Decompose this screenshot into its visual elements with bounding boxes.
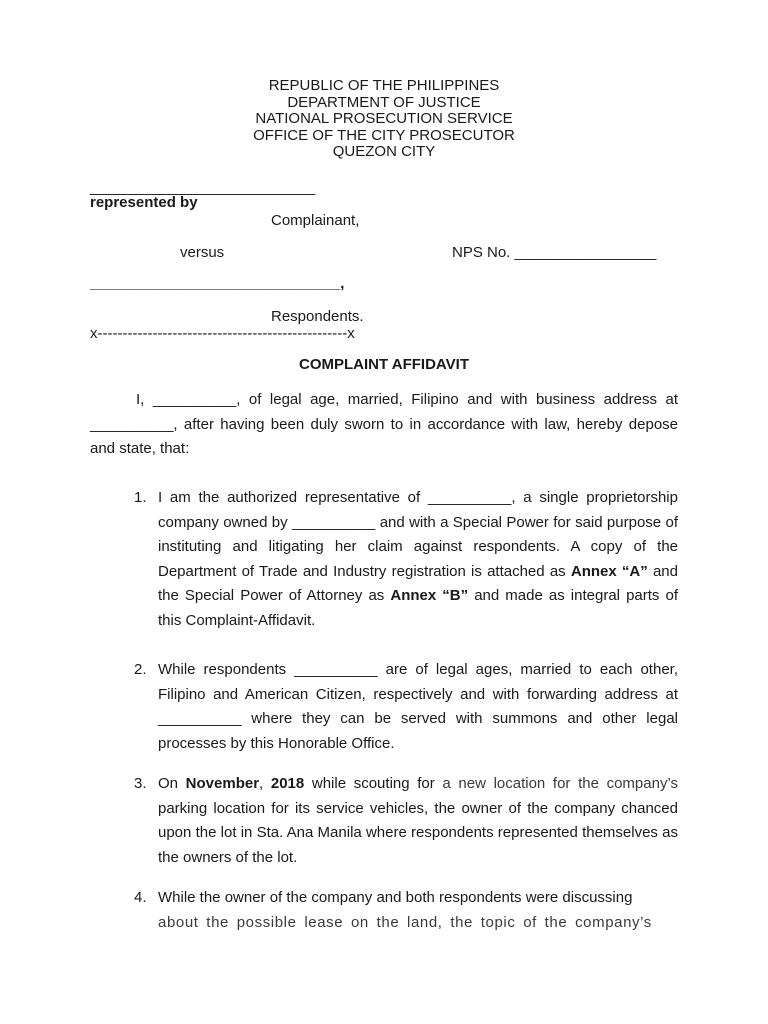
item-number: 3. xyxy=(134,775,147,792)
item-text-part: and the Special Power of Attorney as xyxy=(158,562,678,604)
item-text-part: while scouting for xyxy=(304,775,443,792)
item-text xyxy=(158,486,678,633)
header-city: QUEZON CITY xyxy=(332,143,436,160)
date-month: November xyxy=(185,775,260,792)
header-prosecution-service: NATIONAL PROSECUTION SERVICE xyxy=(255,110,513,127)
item-text-part: , xyxy=(259,775,271,792)
item-number: 1. xyxy=(134,489,147,506)
item-text: While respondents __________ are of legal ages, married to each other, Filipino and American Citizen, respectively and with forwarding address at __________ where they can be served with summons and other legal processes by this Honorable Office. xyxy=(158,661,678,752)
nps-number-field: NPS No. _________________ xyxy=(452,244,657,261)
header-republic: REPUBLIC OF THE PHILIPPINES xyxy=(268,77,500,94)
document-title: COMPLAINT AFFIDAVIT xyxy=(299,356,469,373)
caption-divider: x--------------------------------------------------x xyxy=(90,325,355,342)
intro-paragraph xyxy=(90,388,678,462)
item-text-part: While the owner of the company and both respondents were discussing xyxy=(158,889,633,906)
complainant-name-blank: ___________________________ xyxy=(90,179,316,196)
list-item xyxy=(90,658,678,756)
complainant-label: Complainant, xyxy=(271,212,360,229)
document-header xyxy=(0,78,768,161)
item-text-part: I am the authorized representative of __________, a single proprietorship company owned by __________ and with a Special Power for said purpose of instituting and litigating her claim against respondents. A copy of the Department of Trade and Industry registration is attached as xyxy=(158,489,678,580)
item-text-part: parking location for its service vehicles, the owner of the company chanced upon the lot in Sta. Ana Manila where respondents represented themselves as the owners of the lot. xyxy=(158,799,678,866)
item-text xyxy=(158,886,678,935)
list-item xyxy=(90,486,678,633)
respondents-label: Respondents. xyxy=(271,308,364,325)
date-year: 2018 xyxy=(270,775,305,792)
item-text-part: a new location for the company’s xyxy=(442,775,679,792)
item-text xyxy=(158,772,678,870)
item-text-part: and made as integral parts of this Complaint-Affidavit. xyxy=(158,587,678,629)
header-office: OFFICE OF THE CITY PROSECUTOR xyxy=(253,126,515,144)
header-department: DEPARTMENT OF JUSTICE xyxy=(287,93,481,111)
item-number: 2. xyxy=(134,661,147,678)
list-item xyxy=(90,772,678,870)
item-number: 4. xyxy=(134,889,147,906)
annex-b-reference: Annex “B” xyxy=(390,587,469,604)
intro-text: I, __________, of legal age, married, Filipino and with business address at __________, after having been duly sworn to in accordance with law, hereby depose and state, that: xyxy=(90,391,678,457)
list-item xyxy=(90,886,678,935)
annex-a-reference: Annex “A” xyxy=(570,562,648,580)
item-text-part: On xyxy=(158,775,186,792)
respondent-name-blank: ______________________________, xyxy=(90,275,345,292)
item-text-part: about the possible lease on the land, the topic of the company’s xyxy=(158,913,652,931)
versus-label: versus xyxy=(180,244,225,261)
represented-by-label: represented by xyxy=(90,194,198,211)
